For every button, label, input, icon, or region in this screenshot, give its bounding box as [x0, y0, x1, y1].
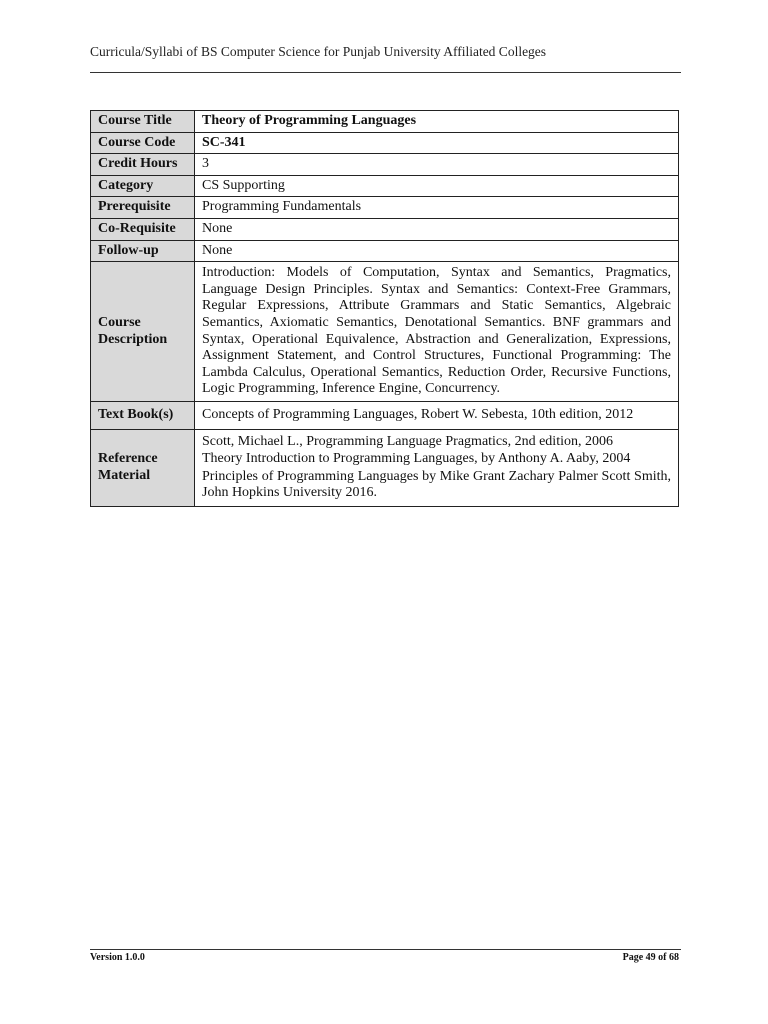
course-code-value: SC-341	[195, 132, 679, 154]
follow-up-value: None	[195, 240, 679, 262]
page-of: of	[655, 952, 669, 963]
footer-divider	[90, 949, 681, 950]
version-label: Version 1.0.0	[90, 952, 145, 963]
course-title-value: Theory of Programming Languages	[195, 111, 679, 133]
category-value: CS Supporting	[195, 175, 679, 197]
credit-hours-value: 3	[195, 154, 679, 176]
row-label: Course Title	[91, 111, 195, 133]
row-label: Text Book(s)	[91, 401, 195, 429]
row-label: Reference Material	[91, 429, 195, 506]
table-row	[91, 429, 679, 506]
row-label: Co-Requisite	[91, 218, 195, 240]
table-row	[91, 154, 679, 176]
prerequisite-value: Programming Fundamentals	[195, 197, 679, 219]
table-row	[91, 132, 679, 154]
table-row	[91, 218, 679, 240]
course-table	[90, 110, 679, 507]
row-label: Follow-up	[91, 240, 195, 262]
table-row	[91, 197, 679, 219]
table-row	[91, 175, 679, 197]
text-books-value: Concepts of Programming Languages, Robert W. Sebesta, 10th edition, 2012	[195, 401, 679, 429]
co-requisite-value: None	[195, 218, 679, 240]
reference-item: Principles of Programming Languages by Mike Grant Zachary Palmer Scott Smith, John Hopkins University 2016.	[202, 468, 671, 501]
reference-material-value	[195, 429, 679, 506]
table-row	[91, 111, 679, 133]
page-header-title: Curricula/Syllabi of BS Computer Science for Punjab University Affiliated Colleges	[90, 44, 547, 59]
reference-item: Scott, Michael L., Programming Language Pragmatics, 2nd edition, 2006	[202, 433, 613, 449]
page-number	[623, 952, 679, 963]
row-label: Course Code	[91, 132, 195, 154]
page-prefix: Page	[622, 952, 646, 963]
row-label: Course Description	[91, 262, 195, 402]
page-total: 68	[669, 952, 679, 963]
row-label: Category	[91, 175, 195, 197]
header-divider	[90, 72, 681, 73]
row-label: Credit Hours	[91, 154, 195, 176]
table-row	[91, 401, 679, 429]
table-row	[91, 262, 679, 402]
page-current: 49	[645, 952, 656, 963]
row-label: Prerequisite	[91, 197, 195, 219]
table-row	[91, 240, 679, 262]
reference-item: Theory Introduction to Programming Languages, by Anthony A. Aaby, 2004	[202, 451, 631, 467]
course-description-value: Introduction: Models of Computation, Syntax and Semantics, Pragmatics, Language Design Principles. Syntax and Semantics: Context-Free Grammars, Regular Expressions, Attribute Grammars and Static Semantics, Algebraic Semantics, Axiomatic Semantics, Denotational Semantics. BNF grammars and Syntax, Operational Equivalence, Abstraction and Generalization, Expressions, Assignment Statement, and Control Structures, Functional Programming: The Lambda Calculus, Operational Semantics, Reduction Order, Recursive Functions, Logic Programming, Inference Engine, Concurrency.	[195, 262, 679, 402]
